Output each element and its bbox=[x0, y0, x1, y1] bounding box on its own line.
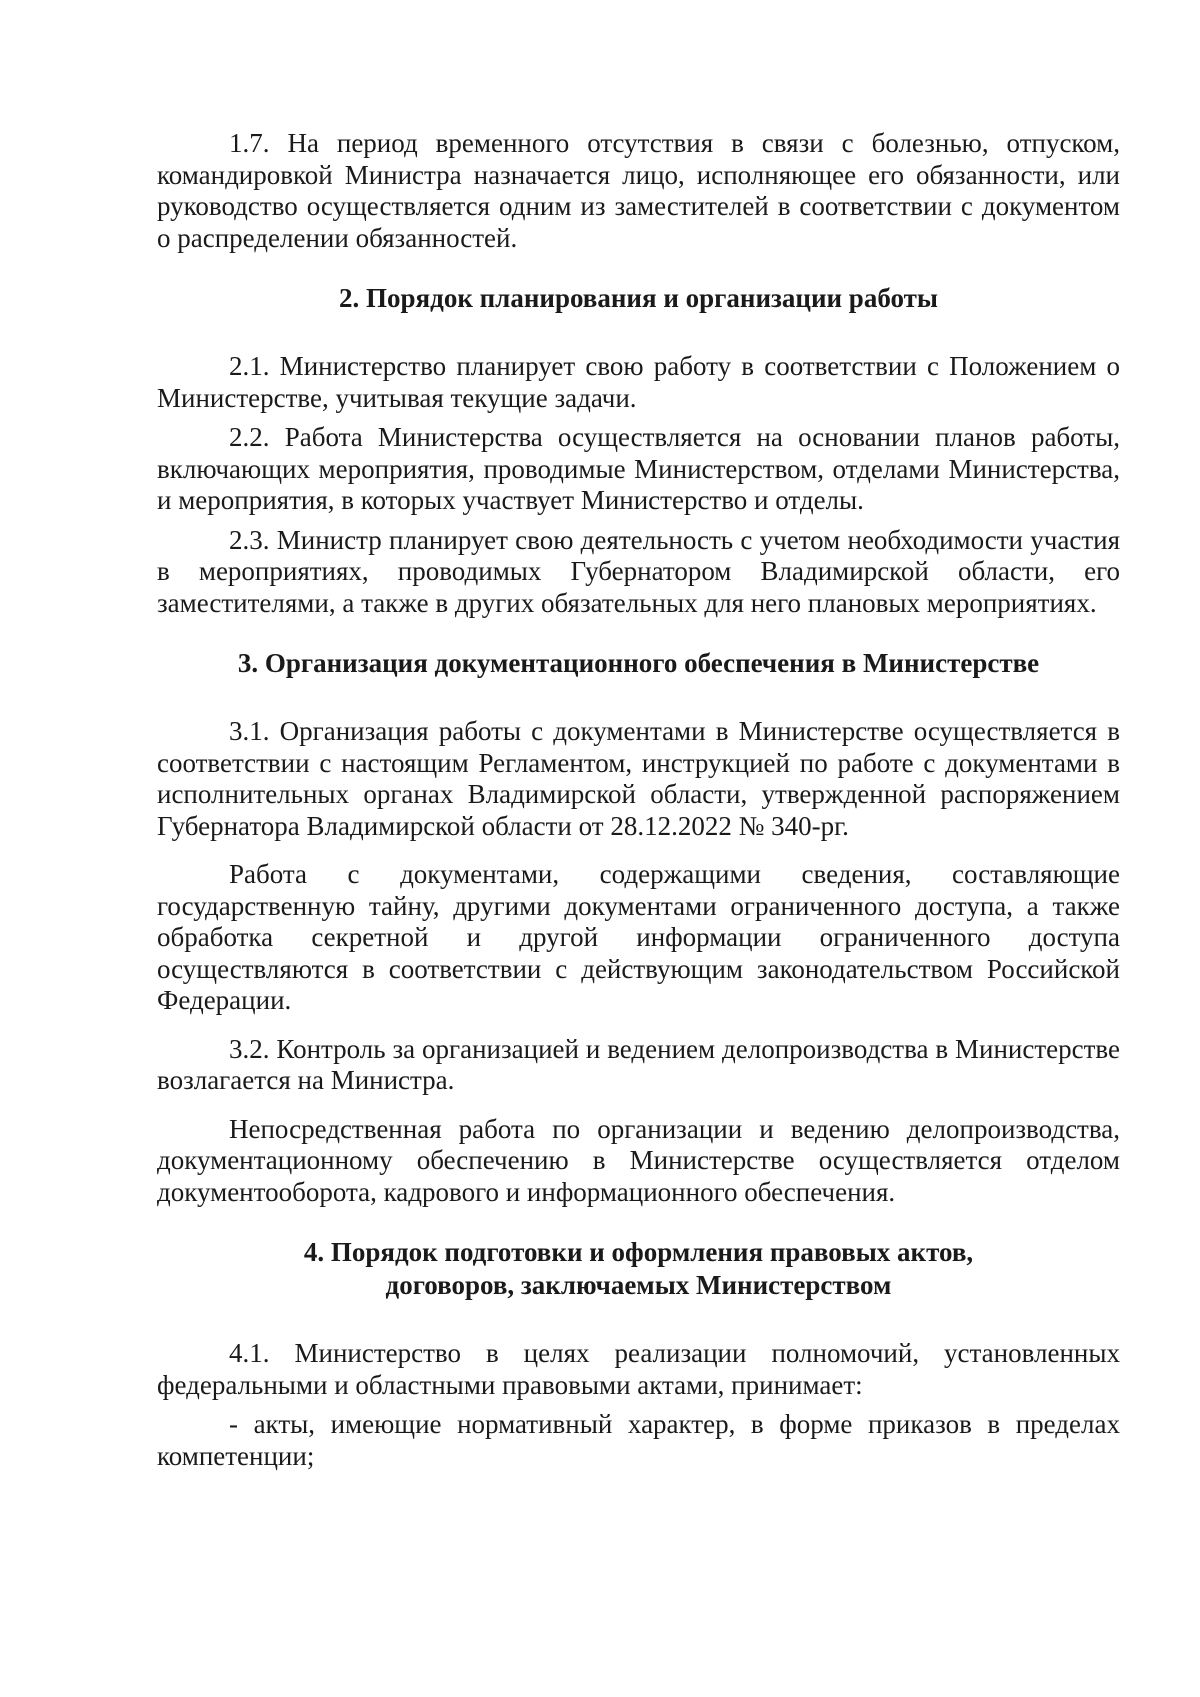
paragraph-1-7: 1.7. На период временного отсутствия в связи с болезнью, отпуском, командировкой Министра назначается лицо, исполняющее его обязанности, или руководство осуществляется одним из заместителей в соответствии с документом о распределении обязанностей. bbox=[157, 128, 1120, 253]
paragraph-4-1: 4.1. Министерство в целях реализации полномочий, установленных федеральными и областными правовыми актами, принимает: bbox=[157, 1338, 1120, 1400]
section-4-heading-line-1: 4. Порядок подготовки и оформления правовых актов, bbox=[303, 1237, 974, 1267]
paragraph-2-1: 2.1. Министерство планирует свою работу в соответствии с Положением о Министерстве, учитывая текущие задачи. bbox=[157, 351, 1120, 413]
section-4-heading-line-2: договоров, заключаемых Министерством bbox=[385, 1270, 892, 1300]
paragraph-3-1-secret: Работа с документами, содержащими сведения, составляющие государственную тайну, другими документами ограниченного доступа, а также обработка секретной и другой информации ограниченного доступа осуществляются в соответствии с действующим законодательством Российской Федерации. bbox=[157, 859, 1120, 1015]
document-body bbox=[157, 128, 1120, 1472]
paragraph-3-2: 3.2. Контроль за организацией и ведением делопроизводства в Министерстве возлагается на Министра. bbox=[157, 1033, 1120, 1095]
paragraph-2-3: 2.3. Министр планирует свою деятельность с учетом необходимости участия в мероприятиях, проводимых Губернатором Владимирской области, его заместителями, а также в других обязательных для него плановых мероприятиях. bbox=[157, 524, 1120, 618]
list-item-normative-acts: - акты, имеющие нормативный характер, в форме приказов в пределах компетенции; bbox=[157, 1409, 1120, 1471]
paragraph-3-2-direct: Непосредственная работа по организации и ведению делопроизводства, документационному обеспечению в Министерстве осуществляется отделом документооборота, кадрового и информационного обеспечения. bbox=[157, 1113, 1120, 1207]
section-4-heading bbox=[157, 1236, 1120, 1302]
section-2-heading: 2. Порядок планирования и организации работы bbox=[339, 283, 938, 313]
paragraph-2-2: 2.2. Работа Министерства осуществляется на основании планов работы, включающих мероприятия, проводимые Министерством, отделами Министерства, и мероприятия, в которых участвует Министерство и отделы. bbox=[157, 422, 1120, 515]
paragraph-3-1: 3.1. Организация работы с документами в Министерстве осуществляется в соответствии с настоящим Регламентом, инструкцией по работе с документами в исполнительных органах Владимирской области, утвержденной распоряжением Губернатора Владимирской области от 28.12.2022 № 340-рг. bbox=[157, 716, 1120, 841]
section-3-heading: 3. Организация документационного обеспечения в Министерстве bbox=[237, 648, 1040, 678]
